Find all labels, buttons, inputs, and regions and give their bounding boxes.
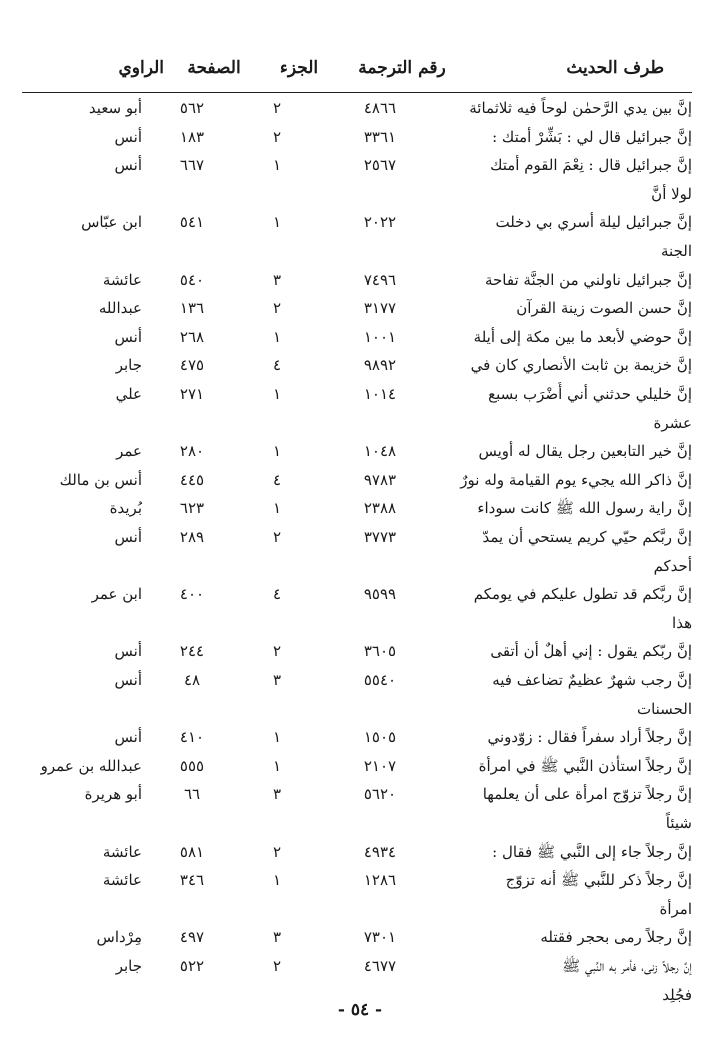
- row-page: ٤٨: [183, 671, 201, 689]
- table-row: [0, 668, 720, 692]
- row-tarjama: ٢٠٢٢: [363, 213, 397, 232]
- row-hadith: إنَّ خزيمة بن ثابت الأنصاري كان في: [470, 356, 692, 375]
- row-tarjama: ٥٦٢٠: [363, 785, 397, 804]
- table-row: [0, 296, 720, 320]
- row-hadith: إنَّ راية رسول الله ﷺ كانت سوداء: [477, 499, 692, 518]
- row-rawi: أبو هريرة: [84, 785, 142, 804]
- row-hadith: إنَّ بين يدي الرَّحمٰن لوحاً فيه ثلاثمائة: [469, 99, 692, 117]
- table-row: [0, 325, 720, 349]
- table-row: [0, 382, 720, 406]
- row-tarjama: ٢١٠٧: [363, 756, 397, 775]
- header-rule: [22, 92, 692, 93]
- row-page: ٥٨١: [179, 842, 205, 861]
- row-juz: ١: [272, 156, 282, 175]
- row-rawi: أبو سعيد: [88, 99, 142, 117]
- row-tarjama: ٢٣٨٨: [363, 499, 397, 518]
- table-row: [0, 96, 720, 120]
- row-page: ١٣٦: [179, 299, 205, 318]
- row-juz: ١: [272, 728, 282, 747]
- table-row: [0, 954, 720, 978]
- row-hadith: إنَّ رجلاً رمى بحجر فقتله: [540, 928, 692, 947]
- row-page: ٢٨٠: [179, 442, 205, 461]
- row-page: ٥٥٥: [179, 756, 205, 775]
- row-page: ٦٦٧: [179, 156, 205, 175]
- table-row: [0, 639, 720, 663]
- table-row: [0, 496, 720, 520]
- row-juz: ٢: [272, 842, 282, 861]
- row-hadith: إنَّ ربّكم يقول : إني أهلٌ أن أتقى: [490, 642, 692, 661]
- row-rawi: جابر: [115, 356, 142, 375]
- row-rawi: ابن عبّاس: [81, 213, 142, 232]
- row-rawi: أنس: [114, 156, 142, 175]
- row-tarjama: ٣٣٦١: [363, 127, 397, 146]
- row-rawi: علي: [115, 385, 142, 403]
- row-hadith: إنَّ رجلاً زنى، فأمر به النَّبي ﷺ: [562, 957, 692, 975]
- row-rawi: مِرْداس: [96, 928, 142, 947]
- row-tarjama: ٧٣٠١: [363, 928, 397, 947]
- row-hadith-continuation: شيئاً: [665, 814, 692, 832]
- row-page: ٤٧٥: [179, 356, 205, 375]
- table-row: [0, 754, 720, 778]
- row-rawi: جابر: [115, 957, 142, 975]
- row-tarjama: ٣١٧٧: [363, 299, 397, 318]
- row-tarjama: ٩٨٩٢: [363, 356, 397, 375]
- row-hadith-continuation: أحدكم: [653, 556, 692, 575]
- row-page: ١٨٣: [179, 127, 205, 146]
- row-hadith: إنَّ حوضي لأبعد ما بين مكة إلى أيلة: [473, 327, 692, 346]
- row-page: ٥٢٢: [179, 957, 205, 975]
- row-hadith: إنَّ رجلاً تزوّج امرأة على أن يعلمها: [482, 785, 692, 804]
- table-row: [0, 439, 720, 463]
- row-rawi: عائشة: [102, 871, 142, 890]
- row-hadith: إنَّ حسن الصوت زينة القرآن: [516, 299, 692, 318]
- row-juz: ٢: [272, 528, 282, 546]
- row-hadith-continuation: عشرة: [653, 413, 692, 432]
- row-rawi: أنس: [114, 642, 142, 661]
- row-juz: ١: [272, 327, 282, 346]
- table-row: [0, 925, 720, 949]
- row-page: ٤٠٠: [179, 585, 205, 604]
- row-hadith: إنَّ خير التابعين رجل يقال له أويس: [478, 442, 692, 461]
- table-row: [0, 268, 720, 292]
- table-row: [0, 210, 720, 234]
- table-row: [0, 525, 720, 549]
- table-row: [0, 868, 720, 892]
- row-tarjama: ٢٥٦٧: [363, 156, 397, 175]
- row-page: ٢٦٨: [179, 327, 205, 346]
- row-juz: ٤: [272, 585, 282, 604]
- row-juz: ٤: [272, 470, 282, 489]
- row-page: ٢٧١: [179, 385, 205, 403]
- row-tarjama: ٤٨٦٦: [363, 99, 397, 117]
- header-hadith: طرف الحديث: [566, 58, 664, 78]
- row-juz: ١: [272, 213, 282, 232]
- row-juz: ١: [272, 442, 282, 461]
- row-juz: ٣: [272, 785, 282, 804]
- row-juz: ٣: [272, 270, 282, 289]
- row-tarjama: ١٠٤٨: [363, 442, 397, 461]
- row-hadith-continuation: فجُلِد: [662, 985, 692, 1004]
- row-tarjama: ٤٦٧٧: [363, 957, 397, 975]
- row-rawi: بُريدة: [109, 499, 142, 518]
- row-juz: ١: [272, 756, 282, 775]
- row-rawi: أنس: [114, 528, 142, 546]
- row-tarjama: ١٠١٤: [363, 385, 397, 403]
- row-juz: ٢: [272, 127, 282, 146]
- row-tarjama: ٣٧٧٣: [363, 528, 397, 546]
- table-row: [0, 782, 720, 806]
- row-hadith: إنَّ جبرائيل قال : نِعْمَ القوم أمتك: [490, 156, 692, 175]
- header-tarjama: رقم الترجمة: [358, 58, 446, 78]
- row-page: ٦٦: [183, 785, 201, 804]
- row-juz: ٢: [272, 957, 282, 975]
- table-header: [22, 56, 692, 86]
- row-juz: ١: [272, 871, 282, 890]
- row-hadith: إنَّ ربَّكم قد تطول عليكم في يومكم: [473, 585, 692, 604]
- table-row: [0, 153, 720, 177]
- row-hadith: إنَّ رجلاً استأذن النَّبي ﷺ في امرأة: [478, 756, 692, 775]
- row-hadith: إنَّ ربَّكم حيّي كريم يستحي أن يمدّ: [482, 528, 692, 546]
- row-rawi: عائشة: [102, 270, 142, 289]
- row-hadith: إنَّ خليلي حدثني أني أُضْرَب بسبع: [488, 385, 692, 403]
- row-page: ٤٤٥: [179, 470, 205, 489]
- row-page: ٢٤٤: [179, 642, 205, 661]
- row-rawi: أنس: [114, 127, 142, 146]
- row-hadith: إنَّ رجلاً ذكر للنَّبي ﷺ أنه تزوّج: [505, 871, 692, 890]
- table-row: [0, 725, 720, 749]
- row-hadith: إنَّ جبرائيل ليلة أسري بي دخلت: [495, 213, 692, 232]
- row-tarjama: ٧٤٩٦: [363, 270, 397, 289]
- row-juz: ٣: [272, 928, 282, 947]
- row-page: ٥٤٠: [179, 270, 205, 289]
- row-juz: ٢: [272, 99, 282, 117]
- row-juz: ٢: [272, 642, 282, 661]
- row-rawi: أنس بن مالك: [59, 470, 142, 489]
- row-page: ٤٩٧: [179, 928, 205, 947]
- page-number: - ٥٤ -: [337, 1000, 383, 1020]
- table-row: [0, 353, 720, 377]
- row-hadith-continuation: هذا: [672, 613, 692, 632]
- row-juz: ٢: [272, 299, 282, 318]
- row-tarjama: ١٢٨٦: [363, 871, 397, 890]
- row-tarjama: ١٠٠١: [363, 327, 397, 346]
- row-rawi: عائشة: [102, 842, 142, 861]
- row-rawi: عمر: [116, 442, 142, 461]
- row-page: ٦٢٣: [179, 499, 205, 518]
- row-hadith: إنَّ رجب شهرٌ عظيمٌ تضاعف فيه: [492, 671, 692, 689]
- row-hadith-continuation: امرأة: [659, 899, 692, 918]
- row-rawi: عبدالله بن عمرو: [40, 756, 142, 775]
- row-hadith-continuation: لولا أنَّ: [651, 184, 692, 203]
- row-rawi: أنس: [114, 728, 142, 747]
- table-row: [0, 125, 720, 149]
- row-tarjama: ٩٥٩٩: [363, 585, 397, 604]
- row-page: ٣٤٦: [179, 871, 205, 890]
- row-rawi: عبدالله: [98, 299, 142, 318]
- row-tarjama: ٣٦٠٥: [363, 642, 397, 661]
- row-juz: ١: [272, 385, 282, 403]
- row-page: ٢٨٩: [179, 528, 205, 546]
- row-page: ٤١٠: [179, 728, 205, 747]
- row-juz: ١: [272, 499, 282, 518]
- header-rawi: الراوي: [118, 58, 164, 78]
- row-juz: ٤: [272, 356, 282, 375]
- row-hadith: إنَّ رجلاً أراد سفراً فقال : زوّدوني: [487, 728, 692, 747]
- row-rawi: ابن عمر: [91, 585, 142, 604]
- row-hadith: إنَّ جبرائيل قال لي : بَشِّرْ أمتك :: [492, 127, 692, 146]
- row-hadith: إنَّ جبرائيل ناولني من الجنَّة تفاحة: [484, 270, 692, 289]
- row-rawi: أنس: [114, 671, 142, 689]
- row-hadith-continuation: الجنة: [661, 242, 692, 260]
- table-row: [0, 468, 720, 492]
- row-tarjama: ٤٩٣٤: [363, 842, 397, 861]
- row-page: ٥٦٢: [179, 99, 205, 117]
- table-row: [0, 582, 720, 606]
- row-tarjama: ٥٥٤٠: [363, 671, 397, 689]
- row-tarjama: ١٥٠٥: [363, 728, 397, 747]
- table-row: [0, 840, 720, 864]
- row-hadith: إنَّ ذاكر الله يجيء يوم القيامة وله نورٌ: [460, 470, 692, 489]
- header-juz: الجزء: [279, 58, 319, 78]
- row-hadith-continuation: الحسنات: [636, 699, 692, 718]
- row-juz: ٣: [272, 671, 282, 689]
- row-rawi: أنس: [114, 327, 142, 346]
- row-hadith: إنَّ رجلاً جاء إلى النَّبي ﷺ فقال :: [492, 842, 692, 861]
- row-page: ٥٤١: [179, 213, 205, 232]
- header-page: الصفحة: [187, 58, 241, 78]
- row-tarjama: ٩٧٨٣: [363, 470, 397, 489]
